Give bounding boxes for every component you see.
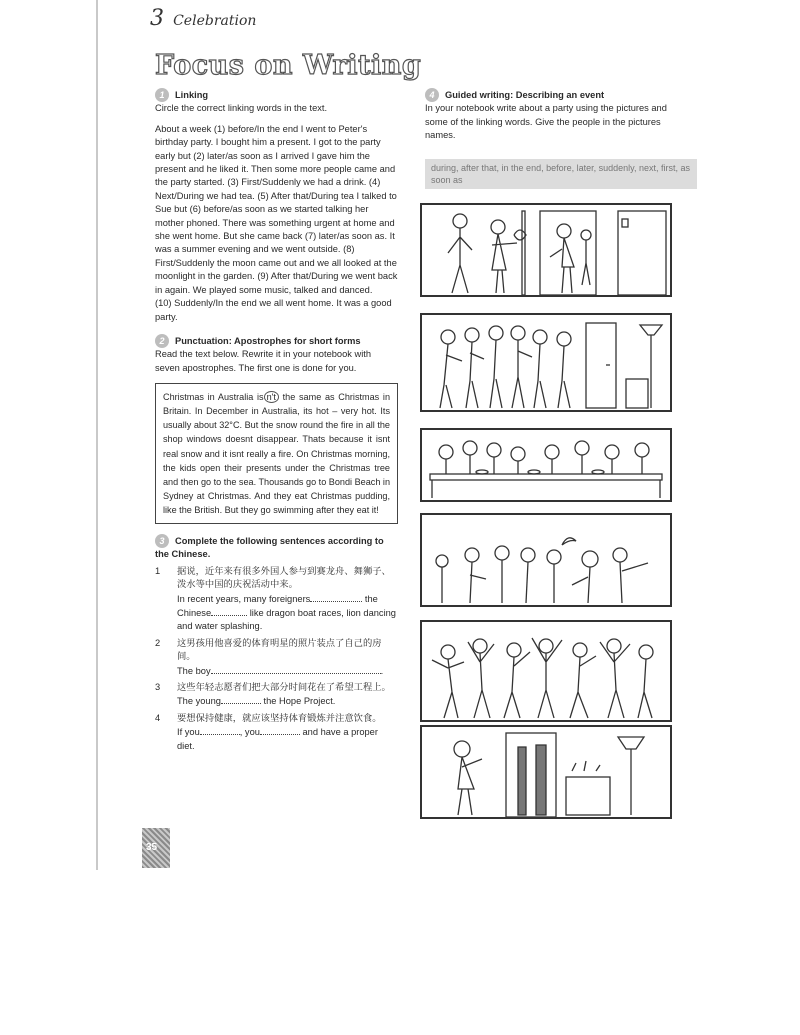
translation-item [155, 712, 398, 753]
right-column [425, 88, 690, 189]
item-english-part: the Hope Project. [260, 696, 336, 707]
answer-blank[interactable] [260, 725, 300, 735]
binding-gutter-line [96, 0, 98, 870]
picture-panel-dancing [420, 620, 672, 722]
item-english-part: like dragon boat races, lion dancing and water splashing. [177, 608, 396, 632]
item-english-part: The boy [177, 665, 211, 676]
section-4-number: 4 [425, 88, 439, 102]
answer-blank[interactable] [211, 664, 381, 674]
goodbye-illustration [422, 727, 670, 817]
tea-illustration [422, 430, 670, 500]
section-2-number: 2 [155, 334, 169, 348]
section-3-heading [155, 534, 398, 562]
section-1-instruction: Circle the correct linking words in the text. [155, 103, 328, 114]
section-2-title: Punctuation: Apostrophes for short forms [175, 335, 361, 346]
box-text-start: Christmas in Australia is [163, 392, 264, 403]
section-3-title: Complete the following sentences according to the Chinese. [155, 535, 384, 560]
left-column [155, 88, 398, 753]
guests-illustration [422, 315, 670, 410]
linking-word-box: during, after that, in the end, before, later, suddenly, next, first, as soon as [425, 159, 697, 189]
item-english-part: The young [177, 696, 221, 707]
page-number-tab [142, 828, 170, 868]
section-1-heading [155, 88, 398, 102]
translation-item [155, 681, 398, 709]
answer-blank[interactable] [221, 694, 261, 704]
chapter-label: Celebration [173, 13, 257, 29]
item-english-part: . [380, 665, 384, 676]
translation-item [155, 565, 398, 634]
moon-illustration [422, 515, 670, 605]
section-2-heading [155, 334, 398, 348]
arrival-illustration [422, 205, 670, 295]
item-english-part: , you [239, 727, 260, 738]
translation-item [155, 637, 398, 678]
linking-paragraph-1: About a week (1) before/In the end I went to Peter's birthday party. I bought him a present. I got to the party early but (2) later/as soon as I arrived I gave him the present and he liked it. Then some more people came and the party started. (3) First/Suddenly we had a drink. (4) Next/During we had tea. (5) After that/During tea I talked to Sue but (6) before/as soon as we started talking her mother phoned. There was something urgent at home and she went home. But she came back (7) later/as soon as. It was a summer evening and we went outside. (8) First/Suddenly the moon came out and we all looked at the moonlight in the garden. (9) After that/During we went back in again. We played some music, talked and danced. [155, 123, 398, 295]
item-chinese: 这男孩用他喜爱的体育明星的照片装点了自己的房间。 [177, 637, 382, 663]
item-english [177, 725, 398, 753]
item-number: 1 [155, 565, 161, 576]
item-english [177, 592, 398, 634]
chapter-header [150, 6, 256, 31]
picture-panel-moon [420, 513, 672, 607]
item-english [177, 664, 398, 678]
section-4-instruction: In your notebook write about a party using the pictures and some of the linking words. Give the people in the pictures names. [425, 103, 667, 141]
item-chinese: 这些年轻志愿者们把大部分时间花在了希望工程上。 [177, 682, 391, 694]
item-number: 4 [155, 712, 161, 723]
picture-panel-goodbye [420, 725, 672, 819]
item-number: 3 [155, 682, 161, 693]
page-number: 35 [146, 842, 158, 853]
linking-paragraph-2: (10) Suddenly/In the end we all went home. It was a good party. [155, 298, 392, 322]
item-english-part: If you [177, 727, 200, 738]
answer-blank[interactable] [310, 592, 362, 602]
answer-blank[interactable] [200, 725, 240, 735]
section-4-heading [425, 88, 670, 102]
item-chinese: 据说，近年来有很多外国人参与到赛龙舟、舞狮子、泼水等中国的庆祝活动中来。 [177, 565, 391, 591]
answer-blank[interactable] [211, 606, 247, 616]
picture-panel-tea [420, 428, 672, 502]
item-english-part: the Chinese [177, 593, 378, 618]
section-1-title: Linking [175, 90, 209, 100]
section-1-number: 1 [155, 88, 169, 102]
circled-example: n't [264, 391, 279, 403]
section-2-instruction: Read the text below. Rewrite it in your notebook with seven apostrophes. The first one is done for you. [155, 349, 372, 373]
item-english-part: and have a proper diet. [177, 727, 378, 751]
section-4-title: Guided writing: Describing an event [445, 90, 605, 100]
box-text-rest: the same as Christmas in Britain. In December in Australia, its hot – very hot. Its usually about 32°C. But the snow round the fire in all the shop windows doesnt disappear. Thats because it isnt real snow and it isnt really a fire. On Christmas morning, the kids open their presents under the Christmas tree and then go to the sea. Thousands go to Bondi Beach in Sydney at Christmas. And they eat Christmas pudding, like the British. But they go swimming after they eat it! [163, 392, 391, 515]
item-chinese: 要想保持健康，就应该坚持体育锻炼并注意饮食。 [177, 712, 382, 724]
picture-panel-arrival [420, 203, 672, 297]
apostrophe-text-box [155, 383, 398, 524]
item-english-part: In recent years, many foreigners [177, 593, 311, 604]
chapter-number: 3 [150, 6, 164, 31]
picture-panel-guests [420, 313, 672, 412]
dancing-illustration [422, 622, 670, 720]
page-title: Focus on Writing [155, 50, 422, 81]
item-english [177, 694, 398, 708]
item-number: 2 [155, 637, 161, 648]
section-3-number: 3 [155, 534, 169, 548]
